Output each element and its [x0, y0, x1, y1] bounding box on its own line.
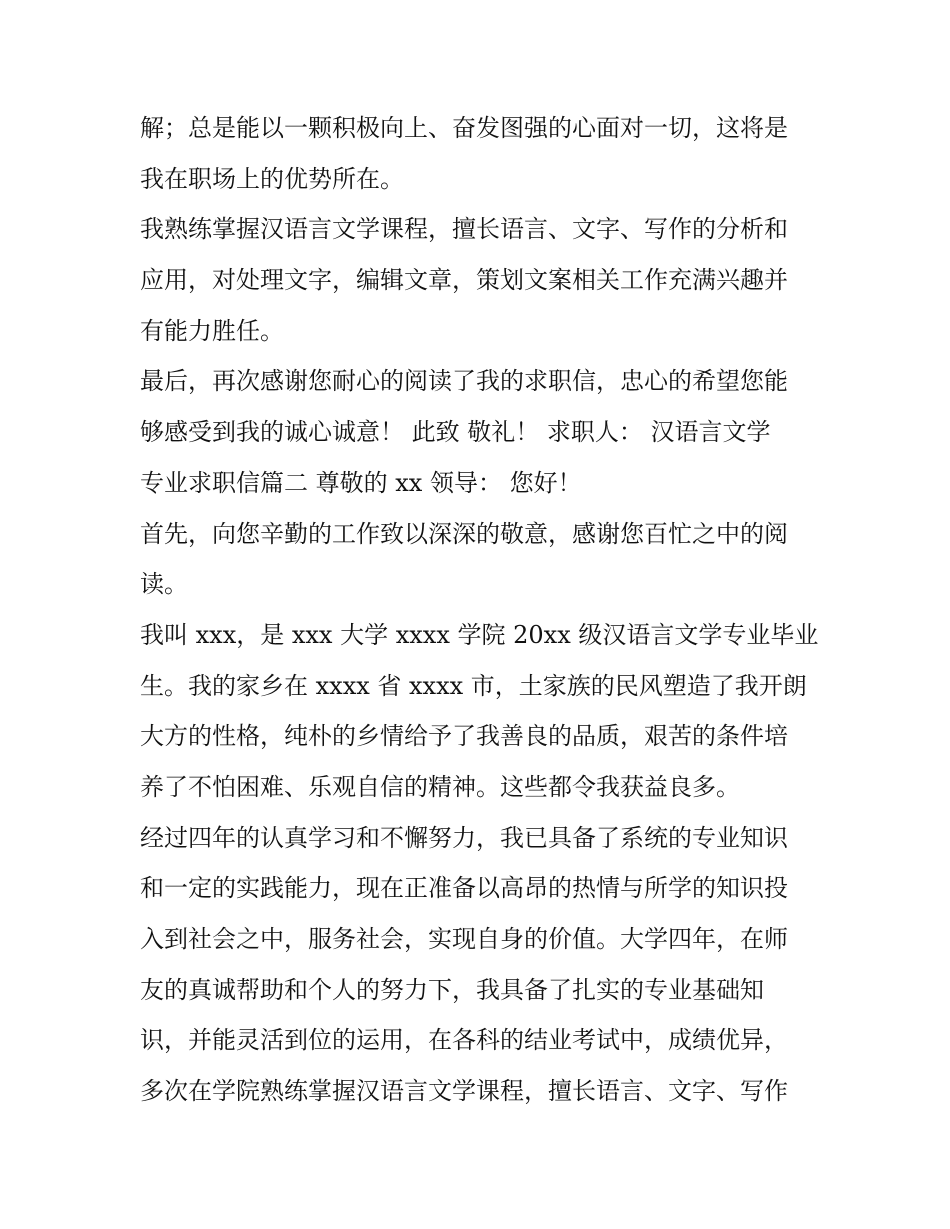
- text-line: 首先，向您辛勤的工作致以深深的敬意，感谢您百忙之中的阅: [140, 519, 788, 548]
- text-line: 我叫 xxx，是 xxx 大学 xxxx 学院 20xx 级汉语言文学专业毕业: [140, 620, 819, 649]
- text-line: 应用，对处理文字，编辑文章，策划文案相关工作充满兴趣并: [140, 266, 788, 295]
- text-line: 和一定的实践能力，现在正准备以高昂的热情与所学的知识投: [140, 874, 788, 903]
- text-line: 读。: [140, 570, 188, 599]
- text-line: 友的真诚帮助和个人的努力下，我具备了扎实的专业基础知: [140, 975, 764, 1004]
- text-line: 我在职场上的优势所在。: [140, 164, 404, 193]
- text-line: 生。我的家乡在 xxxx 省 xxxx 市，土家族的民风塑造了我开朗: [140, 671, 807, 700]
- document-body: [140, 103, 819, 1117]
- text-line: 最后，再次感谢您耐心的阅读了我的求职信，忠心的希望您能: [140, 367, 788, 396]
- text-line: 养了不怕困难、乐观自信的精神。这些都令我获益良多。: [140, 772, 740, 801]
- text-line: 专业求职信篇二 尊敬的 xx 领导： 您好！: [140, 468, 582, 497]
- text-line: 有能力胜任。: [140, 316, 284, 345]
- text-line: 大方的性格，纯朴的乡情给予了我善良的品质，艰苦的条件培: [140, 722, 788, 751]
- text-line: 够感受到我的诚心诚意！ 此致 敬礼！ 求职人： 汉语言文学: [140, 418, 771, 447]
- text-line: 多次在学院熟练掌握汉语言文学课程，擅长语言、文字、写作: [140, 1077, 788, 1106]
- text-line: 入到社会之中，服务社会，实现自身的价值。大学四年，在师: [140, 925, 788, 953]
- text-line: 解；总是能以一颗积极向上、奋发图强的心面对一切，这将是: [140, 114, 788, 142]
- text-line: 经过四年的认真学习和不懈努力，我已具备了系统的专业知识: [140, 823, 788, 852]
- text-line: 识，并能灵活到位的运用，在各科的结业考试中，成绩优异，: [140, 1026, 788, 1055]
- text-line: 我熟练掌握汉语言文学课程，擅长语言、文字、写作的分析和: [140, 215, 788, 244]
